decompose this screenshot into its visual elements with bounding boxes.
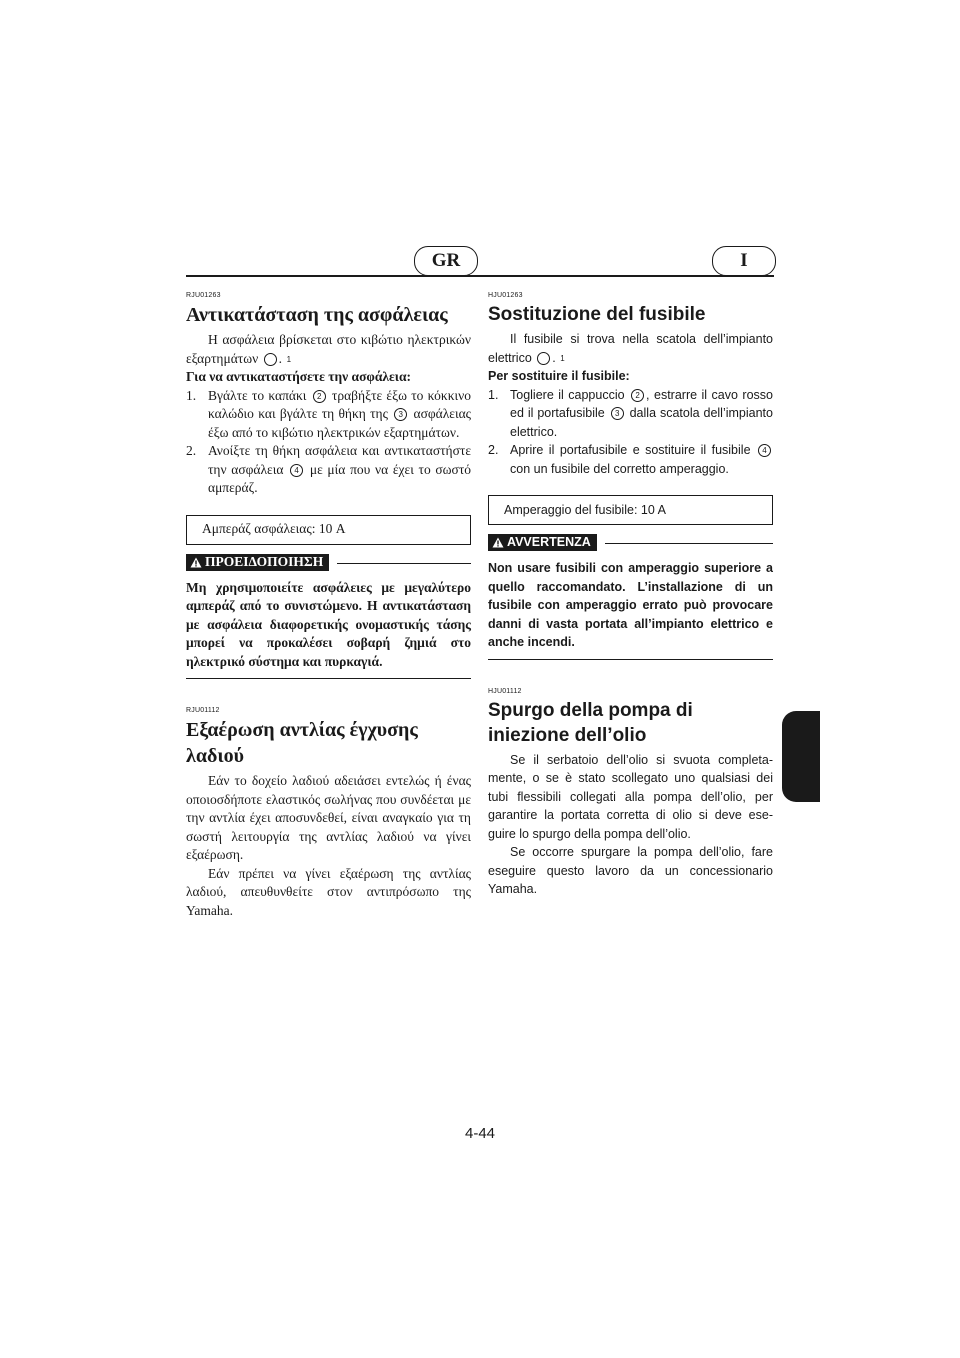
callout-marker: 4 (290, 464, 303, 477)
paragraph: Εάν το δοχείο λαδιού αδειάσει εντελώς ή ένας οποιοσδήποτε ελαστικός σωλήνας που συνδέεται με την αντλία έχει αποσυνδεθεί, είναι αναγκαίο για τη σωστή λειτουργία της αντλίας λαδιού να γίνει εξαέρωση. (186, 773, 471, 862)
page-number: 4-44 (464, 1125, 496, 1142)
section-code: RJU01112 (186, 707, 220, 714)
section-oil-pump-gr (186, 707, 471, 920)
language-label-gr: GR (431, 250, 461, 271)
spec-box (488, 495, 773, 525)
warning-header (488, 534, 773, 551)
paragraph: Se occorre spurgare la pompa dell’olio, fare eseguire questo lavoro da un concessionario Yamaha. (488, 845, 773, 896)
intro-paragraph: Η ασφάλεια βρίσκεται στο κιβώτιο ηλεκτρικών εξαρτημάτων 1. (186, 332, 471, 366)
warning-label: AVVERTENZA (488, 534, 597, 551)
procedure-title: Για να αντικαταστήσετε την ασφάλεια: (186, 369, 411, 384)
step-2: 2. Ανοίξτε τη θήκη ασφάλεια και αντικαταστήστε την ασφάλεια 4 με μία που να έχει το σωστό αμπεράζ. (186, 443, 472, 495)
language-badge-gr (414, 246, 478, 276)
paragraph: Εάν πρέπει να γίνει εξαέρωση της αντλίας λαδιού, απευθυνθείτε στον αντιπρόσωπο της Yamaha. (186, 865, 471, 918)
warning-text: Non usare fusibili con amperaggio superiore a quello raccomandato. L’installazione di un fusibile con amperaggio errato può provocare danni di vasta portata all’impianto elettrico e anche incendi. (488, 559, 773, 660)
section-fuse-gr (186, 292, 471, 679)
section-fuse-it (488, 292, 773, 660)
language-badge-it (712, 246, 776, 276)
section-title: Εξαέρωση αντλίας έγχυσης λαδιού (186, 719, 418, 767)
warning-rule (337, 563, 471, 564)
warning-icon (492, 537, 504, 548)
warning-text: Μη χρησιμοποιείτε ασφάλειες με μεγαλύτερο αμπεράζ από το συνιστώμενο. Η αντικατάσταση με ασφάλεια διαφορετικής ονομαστικής τάσης μπορεί να προκαλέσει σοβαρή ζημιά στο ηλεκτρικό σύστημα και πυρκαγιά. (186, 579, 471, 680)
greek-column (186, 292, 471, 920)
section-code: HJU01112 (488, 687, 522, 695)
header-rule (186, 275, 774, 277)
section-oil-pump-it (488, 688, 773, 899)
warning-label: ΠΡΟΕΙΔΟΠΟΙΗΣΗ (186, 554, 329, 571)
italian-column (488, 292, 773, 899)
warning-rule (605, 543, 773, 544)
warning-header (186, 554, 471, 571)
section-title: Αντικατάσταση της ασφάλειας (186, 304, 448, 326)
procedure-title: Per sostituire il fusibile: (488, 369, 630, 383)
language-label-it: I (740, 250, 748, 271)
spec-text: Αμπεράζ ασφάλειας: 10 A (202, 521, 346, 537)
step-2: 2. Aprire il portafusibile e sostituire il fusibile 4 con un fusibile del corretto amperaggio. (488, 441, 773, 478)
callout-marker: 2 (313, 390, 326, 403)
section-code: RJU01263 (186, 292, 221, 299)
section-title: Spurgo della pompa di iniezione dell’olio (488, 699, 693, 746)
step-1: 1. Togliere il cappuccio 2 , estrarre il cavo rosso ed il portafusibile 3 dalla scatola dell’impianto elettrico. (488, 387, 773, 439)
section-title: Sostituzione del fusibile (488, 304, 706, 325)
callout-marker: 4 (758, 444, 771, 457)
spec-box (186, 515, 471, 545)
callout-marker: 1 (264, 353, 277, 366)
chapter-tab (782, 711, 820, 802)
step-1: 1. Βγάλτε το καπάκι 2 τραβήξτε έξω το κόκκινο καλώδιο και βγάλτε τη θήκη της 3 ασφάλειας έξω από το κιβώτιο ηλεκτρικών εξαρτημάτων. (186, 387, 472, 440)
section-code: HJU01263 (488, 292, 523, 299)
spec-text: Amperaggio del fusibile: 10 A (504, 502, 666, 517)
callout-marker: 3 (611, 407, 624, 420)
warning-icon (190, 557, 202, 568)
callout-marker: 1 (537, 352, 550, 365)
callout-marker: 2 (631, 389, 644, 402)
callout-marker: 3 (394, 408, 407, 421)
intro-paragraph: Il fusibile si trova nella scatola dell’impianto elettrico 1. (488, 332, 773, 365)
paragraph: Se il serbatoio dell’olio si svuota completa-mente, o se è stato scollegato uno qualsiasi dei tubi flessibili collegati alla pompa dell’olio, per garantire la portata corretta di olio si deve ese-guire lo spurgo della pompa dell’olio. (488, 752, 773, 841)
